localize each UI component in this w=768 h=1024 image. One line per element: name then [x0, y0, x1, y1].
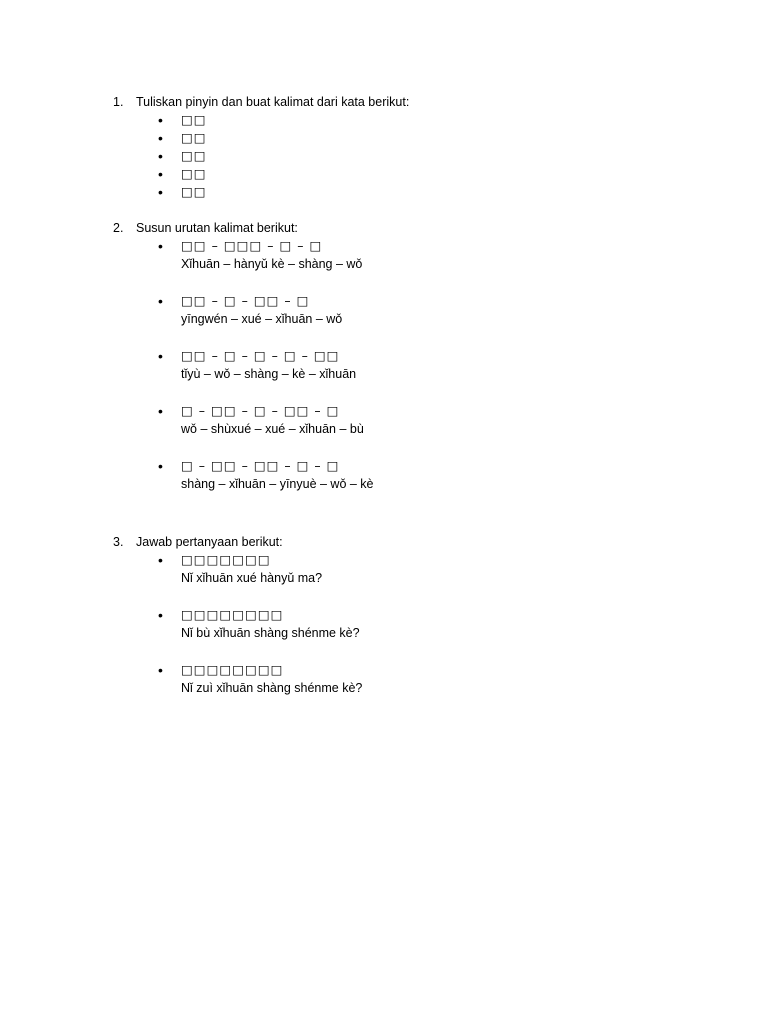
- question-prompt: Tuliskan pinyin dan buat kalimat dari kata berikut:: [136, 95, 410, 109]
- list-item: [113, 661, 673, 679]
- list-item: [113, 183, 673, 201]
- list-item: [113, 237, 673, 255]
- bullet-icon: •: [158, 552, 163, 568]
- pinyin-line: [113, 255, 673, 273]
- list-item: [113, 551, 673, 569]
- pinyin-line: [113, 420, 673, 438]
- list-item: [113, 606, 673, 624]
- list-item: [113, 292, 673, 310]
- bullet-icon: •: [158, 148, 163, 164]
- pinyin-line: [113, 624, 673, 642]
- hanzi-text: □□: [181, 166, 207, 181]
- bullet-icon: •: [158, 348, 163, 364]
- question-number: 2.: [113, 221, 124, 235]
- hanzi-text: □□□□□□□□: [181, 662, 284, 677]
- question-prompt: Jawab pertanyaan berikut:: [136, 535, 283, 549]
- pinyin-text: Xǐhuān – hànyǔ kè – shàng – wǒ: [181, 257, 363, 271]
- pinyin-text: yīngwén – xué – xǐhuān – wǒ: [181, 312, 343, 326]
- bullet-icon: •: [158, 458, 163, 474]
- pinyin-line: [113, 569, 673, 587]
- question-3: [113, 533, 673, 697]
- bullet-icon: •: [158, 112, 163, 128]
- hanzi-text: □ – □□ – □□ – □ – □: [181, 458, 340, 473]
- hanzi-text: □□: [181, 148, 207, 163]
- list-item: [113, 165, 673, 183]
- pinyin-text: Nǐ zuì xǐhuān shàng shénme kè?: [181, 681, 363, 695]
- bullet-icon: •: [158, 403, 163, 419]
- pinyin-line: [113, 679, 673, 697]
- bullet-icon: •: [158, 293, 163, 309]
- hanzi-text: □□ – □ – □ – □ – □□: [181, 348, 340, 363]
- bullet-icon: •: [158, 238, 163, 254]
- list-item: [113, 402, 673, 420]
- bullet-icon: •: [158, 662, 163, 678]
- bullet-icon: •: [158, 184, 163, 200]
- hanzi-text: □□□□□□□: [181, 552, 271, 567]
- bullet-icon: •: [158, 130, 163, 146]
- hanzi-text: □□ – □ – □□ – □: [181, 293, 310, 308]
- pinyin-line: [113, 475, 673, 493]
- pinyin-text: Nǐ xǐhuān xué hànyǔ ma?: [181, 571, 323, 585]
- hanzi-text: □□□□□□□□: [181, 607, 284, 622]
- question-1: [113, 93, 673, 201]
- hanzi-text: □□ – □□□ – □ – □: [181, 238, 323, 253]
- pinyin-line: [113, 365, 673, 383]
- list-item: [113, 147, 673, 165]
- pinyin-line: [113, 310, 673, 328]
- hanzi-text: □□: [181, 184, 207, 199]
- question-2: [113, 219, 673, 493]
- list-item: [113, 457, 673, 475]
- hanzi-text: □ – □□ – □ – □□ – □: [181, 403, 340, 418]
- bullet-icon: •: [158, 166, 163, 182]
- list-item: [113, 347, 673, 365]
- bullet-icon: •: [158, 607, 163, 623]
- list-item: [113, 111, 673, 129]
- hanzi-text: □□: [181, 130, 207, 145]
- question-2-header: [113, 219, 673, 237]
- question-number: 1.: [113, 95, 124, 109]
- hanzi-text: □□: [181, 112, 207, 127]
- list-item: [113, 129, 673, 147]
- question-prompt: Susun urutan kalimat berikut:: [136, 221, 298, 235]
- question-3-header: [113, 533, 673, 551]
- question-number: 3.: [113, 535, 124, 549]
- question-1-header: [113, 93, 673, 111]
- pinyin-text: wǒ – shùxué – xué – xǐhuān – bù: [181, 422, 364, 436]
- pinyin-text: shàng – xǐhuān – yīnyuè – wǒ – kè: [181, 477, 374, 491]
- pinyin-text: Nǐ bù xǐhuān shàng shénme kè?: [181, 626, 360, 640]
- pinyin-text: tǐyù – wǒ – shàng – kè – xǐhuān: [181, 367, 357, 381]
